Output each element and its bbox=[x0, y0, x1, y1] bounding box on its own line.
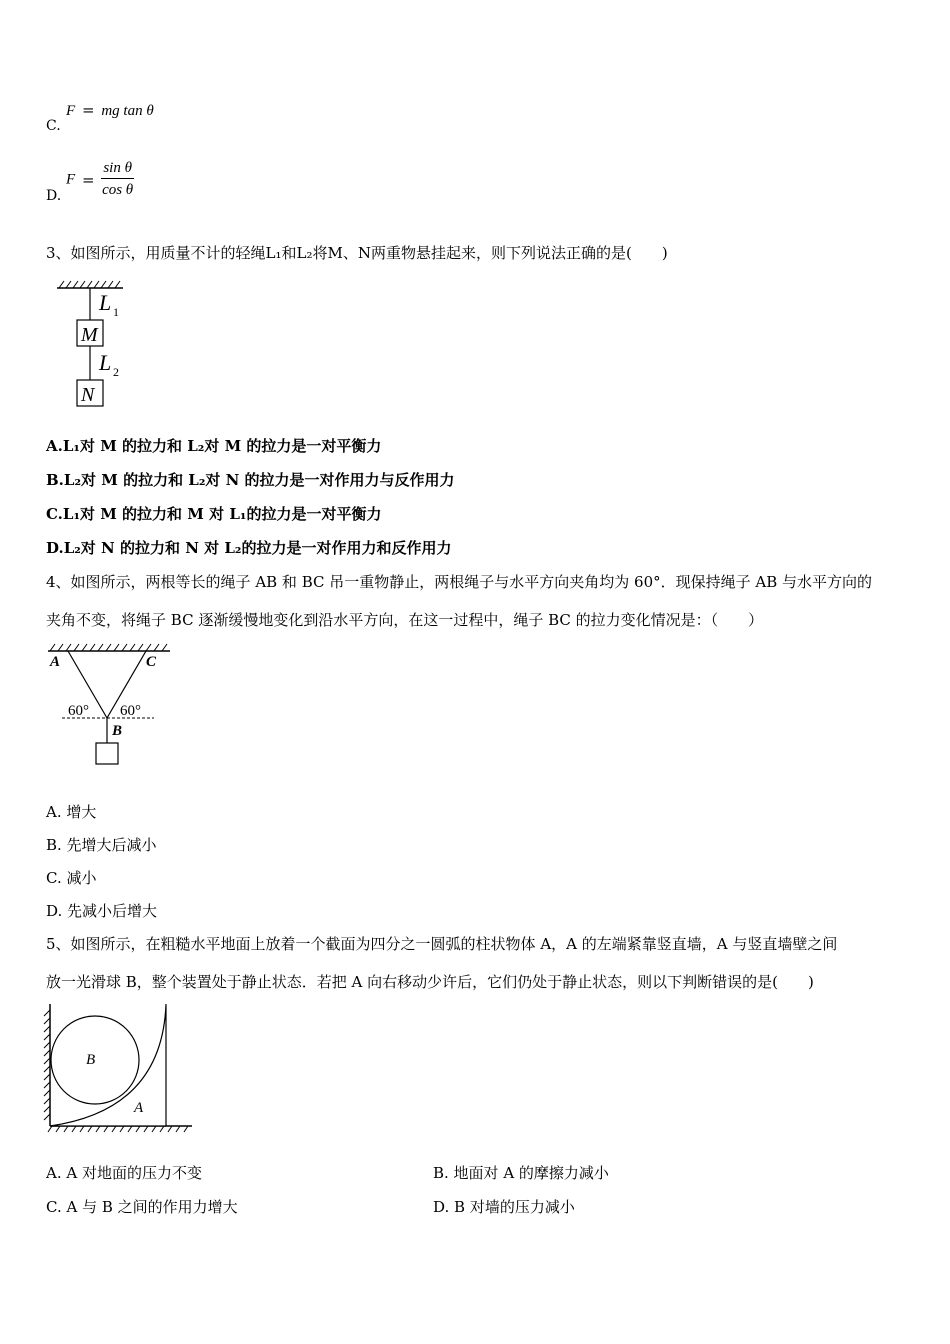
q5-figure bbox=[42, 1000, 198, 1136]
formula-lhs: F bbox=[66, 171, 76, 188]
rope-l1-subscript: 1 bbox=[113, 305, 119, 319]
ground-hatch bbox=[48, 1126, 192, 1132]
q4-stem-line1: 4、如图所示，两根等长的绳子 AB 和 BC 吊一重物静止，两根绳子与水平方向夹角均为 60°．现保持绳子 AB 与水平方向的 bbox=[46, 573, 873, 591]
rope-l2-label: L bbox=[99, 350, 112, 375]
formula-eq: = bbox=[81, 170, 95, 189]
q5-stem-line1: 5、如图所示，在粗糙水平地面上放着一个截面为四分之一圆弧的柱状物体 A，A 的左端紧靠竖直墙，A 与竖直墙壁之间 bbox=[46, 935, 838, 953]
q4-figure bbox=[46, 642, 176, 772]
fraction bbox=[101, 158, 134, 201]
q3-stem: 3、如图所示，用质量不计的轻绳L₁和L₂将M、N两重物悬挂起来，则下列说法正确的是( ) bbox=[46, 244, 668, 262]
angle-left-label: 60° bbox=[68, 703, 89, 719]
option-label: D. bbox=[46, 188, 62, 204]
angle-right-label: 60° bbox=[120, 703, 141, 719]
point-b-label: B bbox=[112, 723, 123, 739]
q5-option-d: D. B 对墙的压力减小 bbox=[433, 1198, 575, 1216]
point-a-label: A bbox=[50, 654, 61, 670]
formula bbox=[66, 158, 134, 201]
rope-l2-subscript: 2 bbox=[113, 365, 119, 379]
fraction-numerator: sin θ bbox=[101, 158, 134, 179]
point-c-label: C bbox=[146, 654, 157, 670]
block-a-label: A bbox=[134, 1100, 144, 1116]
q5-option-b: B. 地面对 A 的摩擦力减小 bbox=[433, 1164, 609, 1182]
option-label: C. bbox=[46, 118, 61, 134]
q3-option-d: D.L₂对 N 的拉力和 N 对 L₂的拉力是一对作用力和反作用力 bbox=[46, 539, 452, 557]
q4-stem-line2: 夹角不变，将绳子 BC 逐渐缓慢地变化到沿水平方向，在这一过程中，绳子 BC 的拉力变化情况是：（ ） bbox=[46, 611, 764, 629]
q4-option-a: A. 增大 bbox=[46, 803, 97, 821]
q3-figure bbox=[55, 280, 145, 412]
formula-eq: = bbox=[81, 101, 95, 119]
q5-option-c: C. A 与 B 之间的作用力增大 bbox=[46, 1198, 238, 1216]
q5-stem-line2: 放一光滑球 B，整个装置处于静止状态．若把 A 向右移动少许后，它们仍处于静止状态，则以下判断错误的是( ) bbox=[46, 973, 814, 991]
q4-option-d: D. 先减小后增大 bbox=[46, 902, 158, 920]
q5-option-a: A. A 对地面的压力不变 bbox=[46, 1164, 202, 1182]
formula bbox=[66, 100, 154, 121]
formula-lhs: F bbox=[66, 103, 76, 119]
q4-option-c: C. 减小 bbox=[46, 869, 97, 887]
fraction-denominator: cos θ bbox=[102, 182, 134, 198]
ball-b-label: B bbox=[86, 1052, 96, 1068]
ceiling-hatch bbox=[48, 644, 170, 651]
block-n-label: N bbox=[81, 384, 95, 406]
q3-option-a: A.L₁对 M 的拉力和 L₂对 M 的拉力是一对平衡力 bbox=[46, 437, 382, 455]
rope-l1-label: L bbox=[99, 290, 112, 315]
ceiling-hatch bbox=[57, 281, 123, 288]
wall-hatch bbox=[44, 1004, 50, 1126]
weight-block bbox=[96, 743, 118, 764]
q3-option-c: C.L₁对 M 的拉力和 M 对 L₁的拉力是一对平衡力 bbox=[46, 505, 382, 523]
block-m-label: M bbox=[81, 324, 98, 346]
q3-option-b: B.L₂对 M 的拉力和 L₂对 N 的拉力是一对作用力与反作用力 bbox=[46, 471, 455, 489]
q4-option-b: B. 先增大后减小 bbox=[46, 836, 157, 854]
formula-rhs: mg tan θ bbox=[101, 103, 154, 119]
